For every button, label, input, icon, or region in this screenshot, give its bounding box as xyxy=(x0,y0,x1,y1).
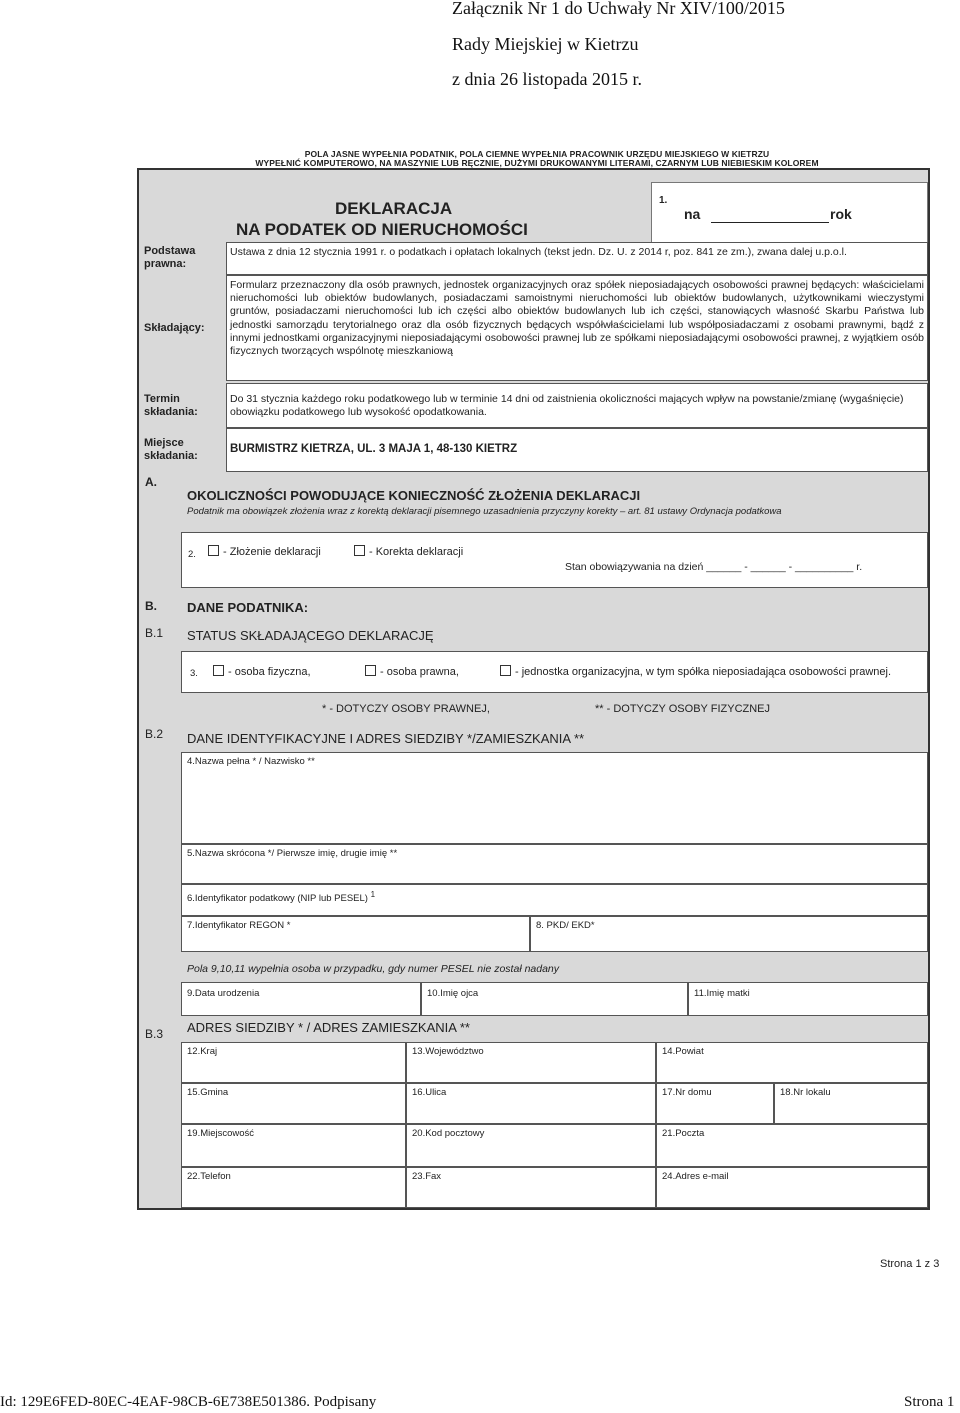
note-osoba-fizyczna: ** - DOTYCZY OSOBY FIZYCZNEJ xyxy=(595,703,771,715)
checkbox-jednostka[interactable] xyxy=(500,665,511,676)
podstawa-cell: Ustawa z dnia 12 stycznia 1991 r. o podatkach i opłatach lokalnych (tekst jedn. Dz. U. z 2014 r, poz. 841 ze zm.), zwana dalej u.p.o.l. xyxy=(226,242,928,275)
field-14-powiat[interactable]: 14.Powiat xyxy=(656,1042,928,1083)
section-a-subtitle: Podatnik ma obowiązek złożenia wraz z korektą deklaracji pisemnego uzasadnienia przyczyny korekty – art. 81 ustawy Ordynacja podatkowa xyxy=(187,506,782,517)
section-b1-letter: B.1 xyxy=(145,626,164,640)
page-label: Strona 1 z 3 xyxy=(880,1258,940,1270)
field-20-kod-pocztowy[interactable]: 20.Kod pocztowy xyxy=(406,1124,656,1167)
field-11-imie-matki[interactable]: 11.Imię matki xyxy=(688,982,928,1016)
field-12-kraj[interactable]: 12.Kraj xyxy=(181,1042,406,1083)
section-b3-letter: B.3 xyxy=(145,1027,164,1041)
miejsce-label: Miejsce składania: xyxy=(144,437,198,462)
field-19-miejscowosc[interactable]: 19.Miejscowość xyxy=(181,1124,406,1167)
year-field[interactable]: 1. na rok xyxy=(651,182,928,244)
field-23-fax[interactable]: 23.Fax xyxy=(406,1167,656,1208)
year-underline xyxy=(711,222,829,223)
status-options: 3. - osoba fizyczna, - osoba prawna, - jednostka organizacyjna, w tym spółka nieposiadająca osobowości prawnej. xyxy=(181,651,928,693)
option-korekta[interactable]: - Korekta deklaracji xyxy=(354,545,463,558)
option-jednostka[interactable]: - jednostka organizacyjna, w tym spółka nieposiadająca osobowości prawnej. xyxy=(500,665,891,678)
section-b2-letter: B.2 xyxy=(145,727,164,741)
section-b3-title: ADRES SIEDZIBY * / ADRES ZAMIESZKANIA ** xyxy=(187,1020,470,1035)
section-a-options: 2. - Złożenie deklaracji - Korekta deklaracji Stan obowiązywania na dzień ______ - ______ - __________ r. xyxy=(181,532,928,588)
section-b-title: DANE PODATNIKA: xyxy=(187,600,309,615)
field-8-pkd[interactable]: 8. PKD/ EKD* xyxy=(530,916,928,952)
skladajacy-cell: Formularz przeznaczony dla osób prawnych, jednostek organizacyjnych oraz spółek nieposiadających osobowości prawnej będących: właścicielami nieruchomości lub obiektów budowlanych, posiadaczami samoistnymi nieruchomości lub obiektów budowlanych, użytkownikami wieczystymi gruntów, posiadaczami nieruchomości lub ich części albo obiektów budowlanych lub ich części, stanowiących własność Skarbu Państwa lub jednostki samorządu terytorialnego oraz dla osób fizycznych będących współwłaścicielami lub współposiadaczami z osobami prawnymi, bądź z innymi jednostkami organizacyjnymi nieposiadającymi osobowości prawnej lub ze spółkami nieposiadającymi osobowości prawnej, z wyjątkiem osób fizycznych tworzących wspólnotę mieszkaniową xyxy=(226,275,928,381)
stan-obowiazywania[interactable]: Stan obowiązywania na dzień ______ - ______ - __________ r. xyxy=(565,561,863,573)
field-10-imie-ojca[interactable]: 10.Imię ojca xyxy=(421,982,688,1016)
field-21-poczta[interactable]: 21.Poczta xyxy=(656,1124,928,1167)
field-4-nazwa-pelna[interactable]: 4.Nazwa pełna * / Nazwisko ** xyxy=(181,752,928,844)
field-17-nr-domu[interactable]: 17.Nr domu xyxy=(656,1083,774,1124)
section-b1-title: STATUS SKŁADAJĄCEGO DEKLARACJĘ xyxy=(187,628,434,643)
section-b2-title: DANE IDENTYFIKACYJNE I ADRES SIEDZIBY */ZAMIESZKANIA ** xyxy=(187,731,585,746)
footer-id: Id: 129E6FED-80EC-4EAF-98CB-6E738E501386. Podpisany xyxy=(0,1394,377,1410)
attachment-line1: Załącznik Nr 1 do Uchwały Nr XIV/100/2015 xyxy=(452,0,785,18)
attachment-line3: z dnia 26 listopada 2015 r. xyxy=(452,69,642,89)
miejsce-cell: BURMISTRZ KIETRZA, UL. 3 MAJA 1, 48-130 KIETRZ xyxy=(226,428,928,472)
attachment-line2: Rady Miejskiej w Kietrzu xyxy=(452,34,639,54)
checkbox-osoba-prawna[interactable] xyxy=(365,665,376,676)
checkbox-korekta[interactable] xyxy=(354,545,365,556)
field-15-gmina[interactable]: 15.Gmina xyxy=(181,1083,406,1124)
form-title-line1: DEKLARACJA xyxy=(335,199,453,218)
podstawa-label: Podstawa prawna: xyxy=(144,245,196,270)
option-osoba-fizyczna[interactable]: - osoba fizyczna, xyxy=(213,665,311,678)
field-24-email[interactable]: 24.Adres e-mail xyxy=(656,1167,928,1208)
termin-cell: Do 31 stycznia każdego roku podatkowego lub w terminie 14 dni od zaistnienia okoliczności mających wpływ na powstanie/zmianę (wygaśnięcie) obowiązku podatkowego lub wysokość opodatkowania. xyxy=(226,383,928,428)
declaration-form xyxy=(137,168,930,1210)
field-13-wojewodztwo[interactable]: 13.Województwo xyxy=(406,1042,656,1083)
footer-page: Strona 1 xyxy=(904,1394,955,1410)
field-16-ulica[interactable]: 16.Ulica xyxy=(406,1083,656,1124)
field-7-regon[interactable]: 7.Identyfikator REGON * xyxy=(181,916,530,952)
field-18-nr-lokalu[interactable]: 18.Nr lokalu xyxy=(774,1083,928,1124)
field-9-data-urodzenia[interactable]: 9.Data urodzenia xyxy=(181,982,421,1016)
option-zlozenie[interactable]: - Złożenie deklaracji xyxy=(208,545,321,558)
field-22-telefon[interactable]: 22.Telefon xyxy=(181,1167,406,1208)
checkbox-zlozenie[interactable] xyxy=(208,545,219,556)
section-a-letter: A. xyxy=(145,475,157,489)
field-6-identyfikator[interactable]: 6.Identyfikator podatkowy (NIP lub PESEL) $^1$ xyxy=(181,884,928,916)
instruction-line2: WYPEŁNIĆ KOMPUTEROWO, NA MASZYNIE LUB RĘCZNIE, DUŻYMI DRUKOWANYMI LITERAMI, CZARNYM LUB NIEBIESKIM KOLOREM xyxy=(255,158,819,168)
checkbox-osoba-fizyczna[interactable] xyxy=(213,665,224,676)
termin-label: Termin składania: xyxy=(144,393,198,418)
form-title-line2: NA PODATEK OD NIERUCHOMOŚCI xyxy=(236,220,528,239)
section-a-title: OKOLICZNOŚCI POWODUJĄCE KONIECZNOŚĆ ZŁOŻENIA DEKLARACJI xyxy=(187,488,641,503)
note-osoba-prawna: * - DOTYCZY OSOBY PRAWNEJ, xyxy=(322,703,490,715)
instruction-line1: POLA JASNE WYPEŁNIA PODATNIK, POLA CIEMNE WYPEŁNIA PRACOWNIK URZĘDU MIEJSKIEGO W KIETRZU xyxy=(304,149,770,159)
field-5-nazwa-skrocona[interactable]: 5.Nazwa skrócona */ Pierwsze imię, drugie imię ** xyxy=(181,844,928,884)
option-osoba-prawna[interactable]: - osoba prawna, xyxy=(365,665,459,678)
section-b-letter: B. xyxy=(145,599,157,613)
pola-note: Pola 9,10,11 wypełnia osoba w przypadku, gdy numer PESEL nie został nadany xyxy=(187,963,560,975)
skladajacy-label: Składający: xyxy=(144,322,205,334)
